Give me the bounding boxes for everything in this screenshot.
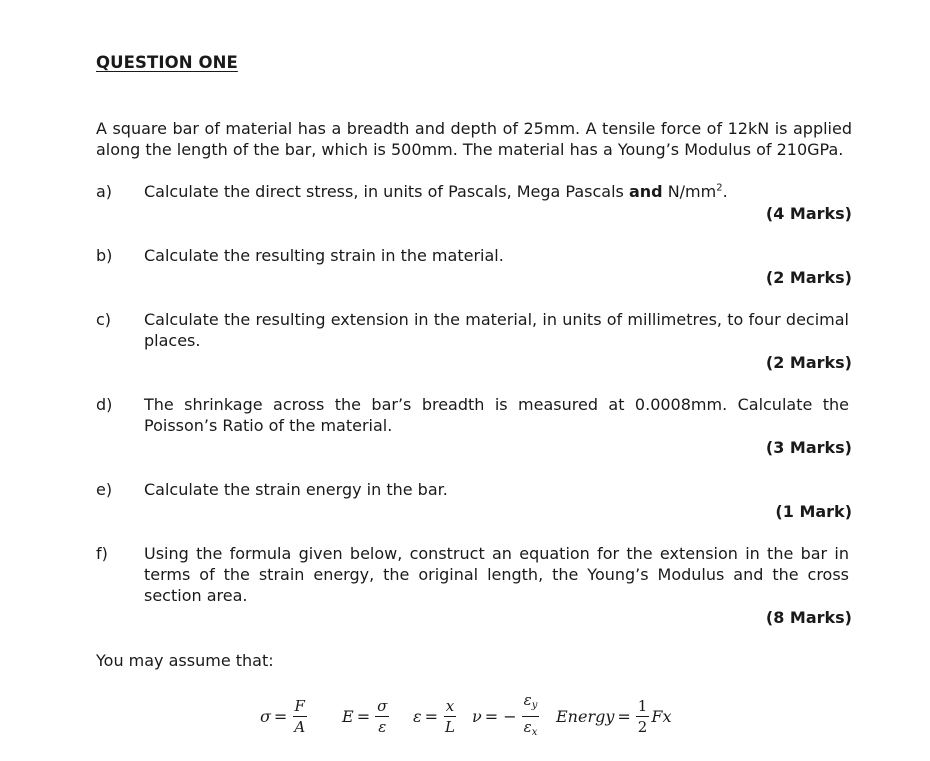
question-marks: (8 Marks) <box>765 608 852 627</box>
question-marks: (4 Marks) <box>765 204 852 223</box>
page-title: QUESTION ONE <box>96 53 238 72</box>
formula-stress: σ = $\frac{F}{A}$ <box>260 696 306 736</box>
question-text: Using the formula given below, construct an equation for the extension in the bar in terms of the strain energy, the original length, the Young’s Modulus and the cross section area. <box>144 544 849 605</box>
question-marks: (2 Marks) <box>765 353 852 372</box>
question-text: The shrinkage across the bar’s breadth is measured at 0.0008mm. Calculate the Poisson’s Ratio of the material. <box>144 395 849 435</box>
question-marks: (3 Marks) <box>765 438 852 457</box>
question-label: b) <box>96 246 113 265</box>
formula-row <box>260 688 690 748</box>
question-text: Calculate the resulting extension in the material, in units of millimetres, to four decimal places. <box>144 310 849 350</box>
formula-strain: ε = $\frac{x}{L}$ <box>413 696 455 736</box>
question-text: Calculate the direct stress, in units of Pascals, Mega Pascals and $N/mm^2$. <box>144 182 728 201</box>
question-text: Calculate the resulting strain in the material. <box>144 246 504 265</box>
question-label: c) <box>96 310 112 329</box>
question-label: d) <box>96 395 113 414</box>
question-label: a) <box>96 182 113 201</box>
question-text: Calculate the strain energy in the bar. <box>144 480 448 499</box>
assumption-label: You may assume that: <box>96 651 274 670</box>
formula-energy: Energy = $\frac{1}{2}$ Fx <box>556 696 672 736</box>
formula-poisson: ν = − $\frac{\varepsilon_y}{\varepsilon_x}$ <box>472 690 538 738</box>
intro-paragraph: A square bar of material has a breadth and depth of 25mm. A tensile force of 12kN is applied along the length of the bar, which is 500mm. The material has a Young’s Modulus of 210GPa. <box>96 119 852 159</box>
question-label: f) <box>96 544 108 563</box>
question-label: e) <box>96 480 113 499</box>
formula-modulus: E = $\frac{\sigma}{\varepsilon}$ <box>342 696 388 736</box>
question-marks: (2 Marks) <box>765 268 852 287</box>
question-marks: (1 Mark) <box>775 502 852 521</box>
